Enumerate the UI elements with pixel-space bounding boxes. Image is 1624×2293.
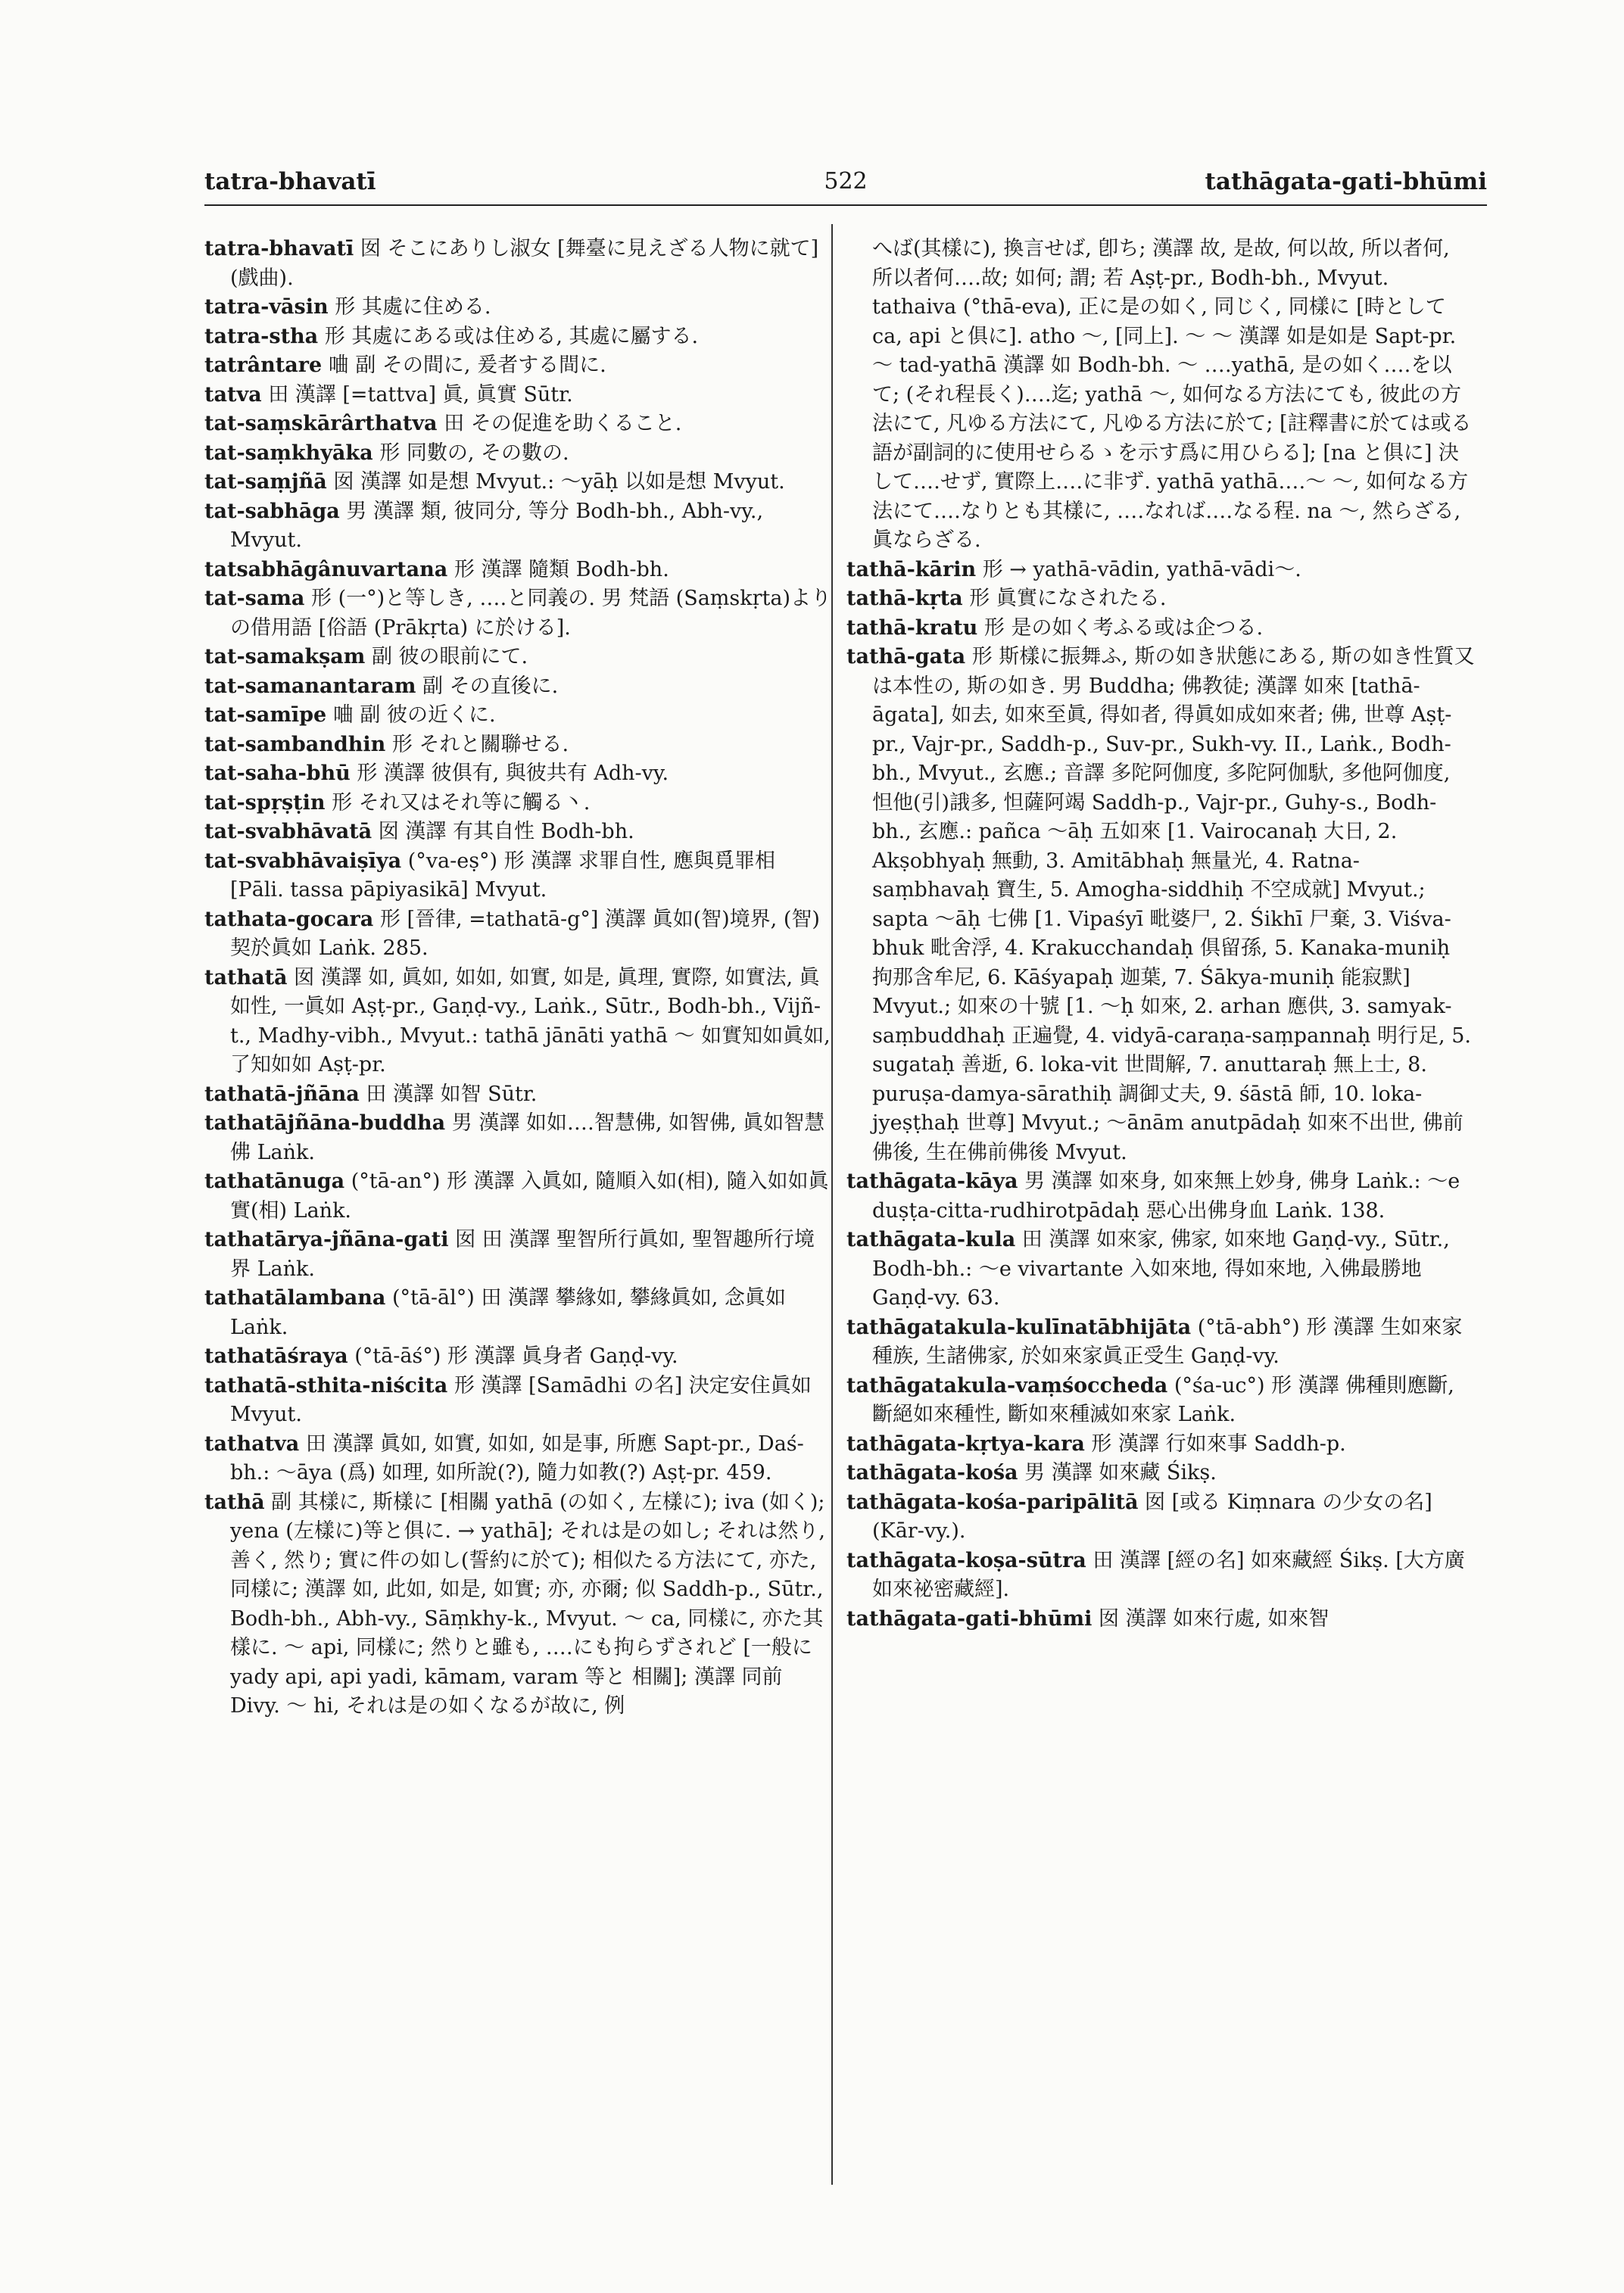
- dictionary-entry: [846, 584, 1475, 614]
- entry-headword: tatsabhāgânuvartana: [204, 557, 448, 581]
- dictionary-entry: [204, 1284, 833, 1342]
- entry-definition: (°tā-āś°) 形 漢譯 眞身者 Gaṇḍ-vy.: [354, 1344, 678, 1368]
- dictionary-entry: [204, 672, 833, 702]
- dictionary-entry: [204, 818, 833, 847]
- entry-headword: tatra-vāsin: [204, 295, 329, 319]
- entry-headword: tathā-kratu: [846, 615, 978, 640]
- dictionary-entry: [846, 1430, 1475, 1460]
- dictionary-entry: [204, 293, 833, 322]
- page-number: 522: [824, 168, 868, 195]
- entry-definition: 男 漢譯 如如‥‥智慧佛, 如智佛, 眞如智慧佛 Laṅk.: [230, 1111, 825, 1164]
- entry-headword: tatra-stha: [204, 324, 319, 348]
- dictionary-entry: [846, 614, 1475, 643]
- entry-definition: 囡 そこにありし淑女 [舞臺に見えざる人物に就て] (戲曲).: [230, 237, 819, 290]
- entry-headword: tat-saṃjñā: [204, 470, 327, 494]
- entry-headword: tathāgata-koṣa-sūtra: [846, 1548, 1086, 1572]
- dictionary-entry: [204, 468, 833, 497]
- entry-definition: 囡 [或る Kiṃnara の少女の名] (Kār-vy.).: [872, 1490, 1432, 1543]
- dictionary-entry: [204, 643, 833, 672]
- entry-headword: tatva: [204, 382, 262, 407]
- entry-headword: tathāgata-kṛtya-kara: [846, 1432, 1085, 1456]
- entry-definition: 㖆 副 彼の近くに.: [332, 703, 496, 727]
- entry-definition: 副 彼の眼前にて.: [371, 645, 528, 668]
- entry-definition: 形 → yathā-vādin, yathā-vādi〜.: [982, 557, 1301, 581]
- entry-definition: へば(其樣に), 換言せば, 卽ち; 漢譯 故, 是故, 何以故, 所以者何, 所以者何‥‥故; 如何; 謂; 若 Aṣṭ-pr., Bodh-bh., Mvyut. tathaiva (°thā-eva), 正に是の如く, 同じく, 同樣に [時として ca, api と俱に]. atho 〜, [同上]. 〜 〜 漢譯 如是如是 Sapt-pr. 〜 tad-yathā 漢譯 如 Bodh-bh. 〜 ‥‥yathā, 是の如く‥‥を以て; (それ程長く)‥‥迄; yathā 〜, 如何なる方法にても, 彼此の方法にて, 凡ゆる方法にて, 凡ゆる方法に於て; [註釋書に於ては或る語が副詞的に使用せらるゝを示す爲に用ひらる]; [na と俱に] 決して‥‥せず, 實際上‥‥に非ず. yathā yathā‥‥〜 〜, 如何なる方法にて‥‥なりとも其樣に, ‥‥なれば‥‥なる程. na 〜, 然らざる, 眞ならざる.: [872, 237, 1472, 552]
- entry-headword: tathatva: [204, 1432, 300, 1456]
- dictionary-entry: [204, 1226, 833, 1284]
- dictionary-entry: [204, 1342, 833, 1372]
- dictionary-entry: [204, 351, 833, 381]
- dictionary-entry: [846, 1459, 1475, 1488]
- dictionary-entry: [846, 1547, 1475, 1605]
- entry-definition: 副 其樣に, 斯樣に [相關 yathā (の如く, 左樣に); iva (如く); yena (左樣に)等と俱に. → yathā]; それは是の如し; それは然り, 善く, 然り; 實に件の如し(誓約に於て); 相似たる方法にて, 亦た, 同樣に; 漢譯 如, 此如, 如是, 如實; 亦, 亦爾; 似 Saddh-p., Sūtr., Bodh-bh., Abh-vy., Sāṃkhy-k., Mvyut. 〜 ca, 同樣に, 亦た其樣に. 〜 api, 同樣に; 然りと雖も, ‥‥にも拘らずされど [一般に yady api, api yadi, kāmam, varam 等と 相關]; 漢譯 同前 Divy. 〜 hi, それは是の如くなるが故に, 例: [230, 1490, 825, 1718]
- entry-definition: 形 其處に住める.: [335, 295, 491, 319]
- dictionary-entry: [204, 1109, 833, 1167]
- entry-headword: tathāgatakula-kulīnatābhijāta: [846, 1315, 1192, 1339]
- dictionary-entry: [204, 701, 833, 731]
- dictionary-entry: [846, 1313, 1475, 1372]
- entry-headword: tathatā: [204, 965, 288, 989]
- entry-definition: 囡 田 漢譯 聖智所行眞如, 聖智趣所行境界 Laṅk.: [230, 1228, 815, 1281]
- entry-headword: tathatālambana: [204, 1286, 386, 1310]
- entry-definition: 形 それと關聯せる.: [391, 732, 569, 756]
- dictionary-entry: [204, 584, 833, 643]
- entry-headword: tathāgata-kośa-paripālitā: [846, 1490, 1139, 1514]
- entry-definition: 囡 漢譯 如是想 Mvyut.: 〜yāḥ 以如是想 Mvyut.: [333, 470, 785, 494]
- entry-definition: 田 漢譯 如智 Sūtr.: [366, 1082, 538, 1106]
- dictionary-entry: [204, 1488, 833, 1721]
- entry-definition: 田 漢譯 [=tattva] 眞, 眞實 Sūtr.: [268, 382, 573, 407]
- entry-definition: 囡 漢譯 有其自性 Bodh-bh.: [378, 820, 634, 843]
- entry-headword: tat-samīpe: [204, 703, 327, 727]
- header-right-guideword: tathāgata-gati-bhūmi: [1205, 168, 1487, 195]
- dictionary-entry: [846, 643, 1475, 1167]
- dictionary-entry: [204, 439, 833, 469]
- entry-definition: (°tā-āl°) 田 漢譯 攀緣如, 攀緣眞如, 念眞如 Laṅk.: [230, 1286, 786, 1339]
- entry-definition: 田 漢譯 如來家, 佛家, 如來地 Gaṇḍ-vy., Sūtr., Bodh-bh.: 〜e vivartante 入如來地, 得如來地, 入佛最勝地 Gaṇḍ-vy. 63.: [872, 1228, 1450, 1310]
- header-left-guideword: tatra-bhavatī: [204, 168, 376, 195]
- entry-headword: tathatārya-jñāna-gati: [204, 1228, 449, 1251]
- dictionary-entry: [204, 381, 833, 410]
- entry-definition: 形 是の如く考ふる或は企つる.: [983, 615, 1264, 640]
- dictionary-entry: [204, 905, 833, 964]
- entry-headword: tat-sama: [204, 587, 305, 610]
- right-column: [846, 235, 1475, 1634]
- entry-headword: tat-samakṣam: [204, 645, 366, 668]
- entry-definition: 副 その直後に.: [422, 674, 559, 698]
- dictionary-entry: [846, 1372, 1475, 1430]
- column-divider: [831, 224, 833, 2185]
- entry-headword: tathā-gata: [846, 645, 966, 668]
- entry-headword: tat-svabhāvaiṣīya: [204, 849, 402, 873]
- entry-headword: tat-samanantaram: [204, 674, 416, 698]
- entry-definition: 形 其處にある或は住める, 其處に屬する.: [324, 324, 699, 348]
- dictionary-entry: [204, 759, 833, 789]
- dictionary-entry: [204, 1430, 833, 1488]
- dictionary-entry: [204, 556, 833, 585]
- dictionary-entry: [204, 789, 833, 818]
- dictionary-entry: [204, 731, 833, 760]
- entry-headword: tat-saṃkhyāka: [204, 441, 373, 465]
- entry-definition: 形 眞實になされたる.: [969, 587, 1167, 610]
- entry-definition: (°śa-uc°) 形 漢譯 佛種則應斷, 斷絕如來種性, 斷如來種滅如來家 Laṅk.: [872, 1373, 1454, 1426]
- entry-definition: 囡 漢譯 如, 眞如, 如如, 如實, 如是, 眞理, 實際, 如實法, 眞如性, 一眞如 Aṣṭ-pr., Gaṇḍ-vy., Laṅk., Sūtr., Bodh-bh., Vijñ-t., Madhy-vibh., Mvyut.: tathā jānāti yathā 〜 如實知如眞如, 了知如如 Aṣṭ-pr.: [230, 965, 831, 1076]
- header-rule: [204, 204, 1487, 206]
- entry-headword: tatra-bhavatī: [204, 237, 354, 260]
- dictionary-entry: [204, 964, 833, 1080]
- entry-headword: tathatāśraya: [204, 1344, 348, 1368]
- dictionary-entry: [204, 1372, 833, 1430]
- dictionary-entry: [846, 556, 1475, 585]
- entry-definition: 形 漢譯 隨類 Bodh-bh.: [454, 557, 669, 581]
- dictionary-entry: [846, 1488, 1475, 1547]
- entry-headword: tathāgata-kośa: [846, 1461, 1018, 1485]
- entry-headword: tatrântare: [204, 354, 323, 377]
- dictionary-entry: [204, 497, 833, 556]
- dictionary-entry: [846, 1605, 1475, 1634]
- entry-definition: 囡 漢譯 如來行處, 如來智: [1098, 1606, 1329, 1631]
- entry-definition: 田 漢譯 眞如, 如實, 如如, 如是事, 所應 Sapt-pr., Daś-bh.: 〜āya (爲) 如理, 如所說(?), 隨力如教(?) Aṣṭ-pr. 459.: [230, 1432, 804, 1485]
- dictionary-entry: [846, 1167, 1475, 1226]
- entry-headword: tat-sambandhin: [204, 732, 386, 756]
- entry-definition: 形 [晉律, =tathatā-g°] 漢譯 眞如(智)境界, (智)契於眞如 Laṅk. 285.: [230, 907, 820, 960]
- entry-headword: tathā: [204, 1490, 265, 1514]
- entry-headword: tathata-gocara: [204, 907, 374, 931]
- dictionary-entry: [846, 235, 1475, 556]
- entry-headword: tathatā-jñāna: [204, 1082, 360, 1106]
- dictionary-entry: [204, 322, 833, 352]
- entry-headword: tathāgata-kula: [846, 1228, 1016, 1251]
- entry-definition: 形 漢譯 [Samādhi の名] 決定安住眞如 Mvyut.: [230, 1373, 812, 1426]
- entry-definition: (°tā-abh°) 形 漢譯 生如來家種族, 生諸佛家, 於如來家眞正受生 Gaṇḍ-vy.: [872, 1315, 1463, 1368]
- entry-definition: 男 漢譯 如來身, 如來無上妙身, 佛身 Laṅk.: 〜e duṣṭa-citta-rudhirotpādaḥ 惡心出佛身血 Laṅk. 138.: [872, 1170, 1460, 1223]
- page-header: [204, 168, 1487, 204]
- entry-definition: 形 漢譯 行如來事 Saddh-p.: [1091, 1432, 1346, 1456]
- dictionary-entry: [204, 235, 833, 293]
- dictionary-entry: [204, 410, 833, 439]
- entry-headword: tathāgata-kāya: [846, 1170, 1018, 1193]
- dictionary-entry: [204, 847, 833, 905]
- entry-definition: 男 漢譯 類, 彼同分, 等分 Bodh-bh., Abh-vy., Mvyut.: [230, 499, 764, 552]
- entry-definition: 田 その促進を助くること.: [444, 412, 682, 435]
- entry-headword: tat-saha-bhū: [204, 762, 351, 785]
- entry-definition: 㖆 副 その間に, 爰者する間に.: [328, 354, 606, 377]
- entry-headword: tathatā-sthita-niścita: [204, 1373, 448, 1397]
- entry-headword: tathatānuga: [204, 1170, 345, 1193]
- entry-headword: tat-spṛṣṭin: [204, 790, 326, 815]
- entry-definition: 形 同數の, その數の.: [379, 441, 569, 465]
- entry-definition: 男 漢譯 如來藏 Śikṣ.: [1024, 1461, 1217, 1485]
- entry-headword: tathatājñāna-buddha: [204, 1111, 446, 1135]
- entry-headword: tat-saṃskārârthatva: [204, 412, 438, 435]
- entry-definition: 形 漢譯 彼俱有, 與彼共有 Adh-vy.: [357, 762, 669, 785]
- dictionary-entry: [204, 1080, 833, 1110]
- entry-definition: 田 漢譯 [經の名] 如來藏經 Śikṣ. [大方廣如來祕密藏經].: [872, 1548, 1465, 1601]
- entry-headword: tathāgata-gati-bhūmi: [846, 1606, 1093, 1631]
- left-column: [204, 235, 833, 1721]
- entry-headword: tathā-kṛta: [846, 587, 963, 610]
- entry-definition: 形 斯樣に振舞ふ, 斯の如き狀態にある, 斯の如き性質又は本性の, 斯の如き. 男 Buddha; 佛教徒; 漢譯 如來 [tathā-āgata], 如去, 如來至眞, 得如者, 得眞如成如來者; 佛, 世尊 Aṣṭ-pr., Vajr-pr., Saddh-p., Suv-pr., Sukh-vy. II., Laṅk., Bodh-bh., Mvyut., 玄應.; 音譯 多陀阿伽度, 多陀阿伽馱, 多他阿伽度, 怛他(引)誐多, 怛薩阿竭 Saddh-p., Vajr-pr., Guhy-s., Bodh-bh., 玄應.: pañca 〜āḥ 五如來 [1. Vairocanaḥ 大日, 2. Akṣobhyaḥ 無動, 3. Amitābhaḥ 無量光, 4. Ratna-saṃbhavaḥ 寶生, 5. Amogha-siddhiḥ 不空成就] Mvyut.; sapta 〜āḥ 七佛 [1. Vipaśyī 毗婆尸, 2. Śikhī 尸棄, 3. Viśva-bhuk 毗舍浮, 4. Krakucchandaḥ 俱留孫, 5. Kanaka-muniḥ 拘那含牟尼, 6. Kāśyapaḥ 迦葉, 7. Śākya-muniḥ 能寂默] Mvyut.; 如來の十號 [1. 〜ḥ 如來, 2. arhan 應供, 3. samyak-saṃbuddhaḥ 正遍覺, 4. vidyā-caraṇa-saṃpannaḥ 明行足, 5. sugataḥ 善逝, 6. loka-vit 世間解, 7. anuttaraḥ 無上士, 8. puruṣa-damya-sārathiḥ 調御丈夫, 9. śāstā 師, 10. loka-jyeṣṭhaḥ 世尊] Mvyut.; 〜ānām anutpādaḥ 如來不出世, 佛前佛後, 生在佛前佛後 Mvyut.: [872, 645, 1475, 1164]
- dictionary-entry: [204, 1167, 833, 1226]
- entry-headword: tathāgatakula-vaṃśoccheda: [846, 1373, 1168, 1397]
- entry-definition: 形 それ又はそれ等に觸る丶.: [332, 790, 591, 815]
- entry-headword: tat-sabhāga: [204, 499, 340, 523]
- dictionary-entry: [846, 1226, 1475, 1313]
- entry-headword: tat-svabhāvatā: [204, 820, 372, 843]
- entry-definition: (°tā-an°) 形 漢譯 入眞如, 隨順入如(相), 隨入如如眞實(相) Laṅk.: [230, 1170, 829, 1223]
- entry-headword: tathā-kārin: [846, 557, 977, 581]
- entry-definition: (°va-eṣ°) 形 漢譯 求罪自性, 應與覓罪相 [Pāli. tassa pāpiyasikā] Mvyut.: [230, 849, 776, 902]
- entry-definition: 形 (一°)と等しき, ‥‥と同義の. 男 梵語 (Saṃskṛta)よりの借用語 [俗語 (Prākṛta) に於ける].: [230, 587, 831, 640]
